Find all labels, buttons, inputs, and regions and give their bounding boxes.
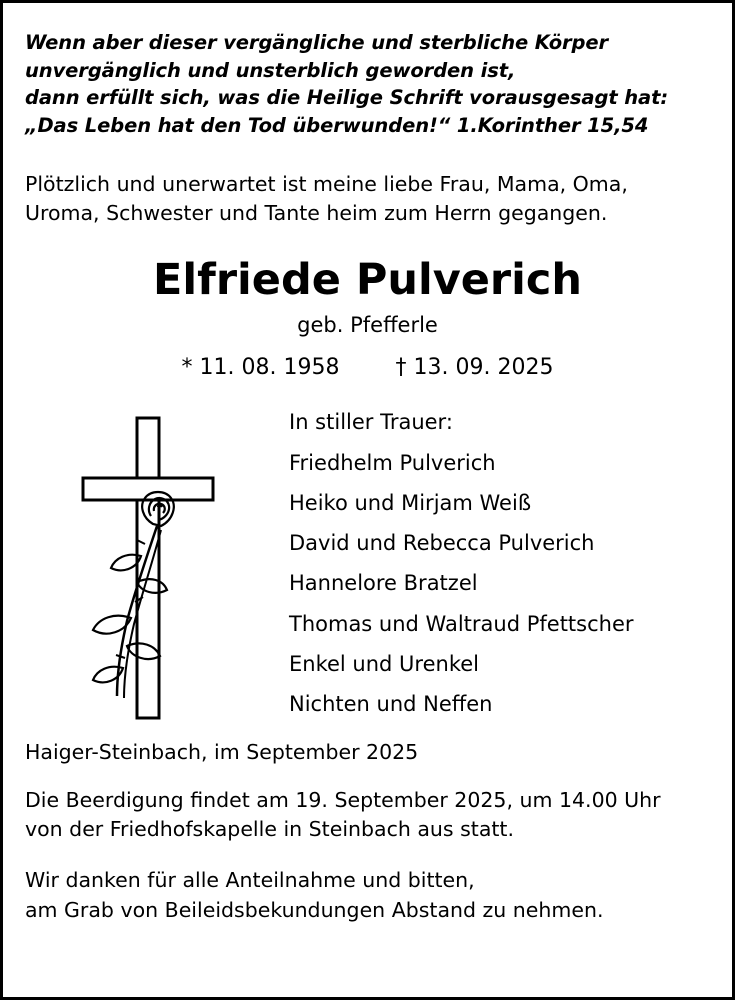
funeral-line-2: von der Friedhofskapelle in Steinbach aus statt. bbox=[25, 817, 514, 842]
bible-verse bbox=[25, 29, 710, 140]
death-date: † 13. 09. 2025 bbox=[395, 355, 554, 381]
intro-line-2: Uroma, Schwester und Tante heim zum Herrn gegangen. bbox=[25, 201, 608, 226]
mourner-name: Heiko und Mirjam Weiß bbox=[289, 490, 532, 515]
mourner-name: Nichten und Neffen bbox=[289, 692, 493, 717]
cross-with-rose-icon bbox=[65, 406, 245, 726]
place-and-date: Haiger-Steinbach, im September 2025 bbox=[25, 740, 419, 765]
mourner-name: Enkel und Urenkel bbox=[289, 652, 479, 677]
mourners-heading: In stiller Trauer: bbox=[289, 410, 453, 435]
deceased-maiden-name: geb. Pfefferle bbox=[297, 313, 438, 338]
thanks-note bbox=[25, 866, 710, 924]
cross-graphic-container bbox=[25, 402, 285, 726]
thanks-line-2: am Grab von Beileidsbekundungen Abstand zu nehmen. bbox=[25, 897, 604, 922]
verse-line-3: dann erfüllt sich, was die Heilige Schrift vorausgesagt hat: bbox=[25, 86, 669, 110]
funeral-line-1: Die Beerdigung findet am 19. September 2025, um 14.00 Uhr bbox=[25, 788, 661, 813]
verse-line-2: unvergänglich und unsterblich geworden ist, bbox=[25, 58, 516, 82]
deceased-name: Elfriede Pulverich bbox=[153, 255, 582, 306]
verse-line-1: Wenn aber dieser vergängliche und sterbliche Körper bbox=[25, 31, 609, 54]
mourner-name: Hannelore Bratzel bbox=[289, 571, 478, 596]
mourner-name: David und Rebecca Pulverich bbox=[289, 531, 595, 556]
mourner-name: Friedhelm Pulverich bbox=[289, 450, 496, 475]
funeral-details bbox=[25, 786, 710, 844]
thanks-line-1: Wir danken für alle Anteilnahme und bitten, bbox=[25, 868, 475, 893]
deceased-dates bbox=[25, 355, 710, 380]
birth-date: * 11. 08. 1958 bbox=[181, 355, 340, 381]
intro-line-1: Plötzlich und unerwartet ist meine liebe Frau, Mama, Oma, bbox=[25, 171, 628, 196]
mourners-list bbox=[285, 402, 710, 725]
verse-line-4: „Das Leben hat den Tod überwunden!“ 1.Korinther 15,54 bbox=[25, 114, 649, 138]
introduction-text bbox=[25, 170, 710, 229]
middle-section bbox=[25, 402, 710, 726]
mourner-name: Thomas und Waltraud Pfettscher bbox=[289, 611, 634, 636]
